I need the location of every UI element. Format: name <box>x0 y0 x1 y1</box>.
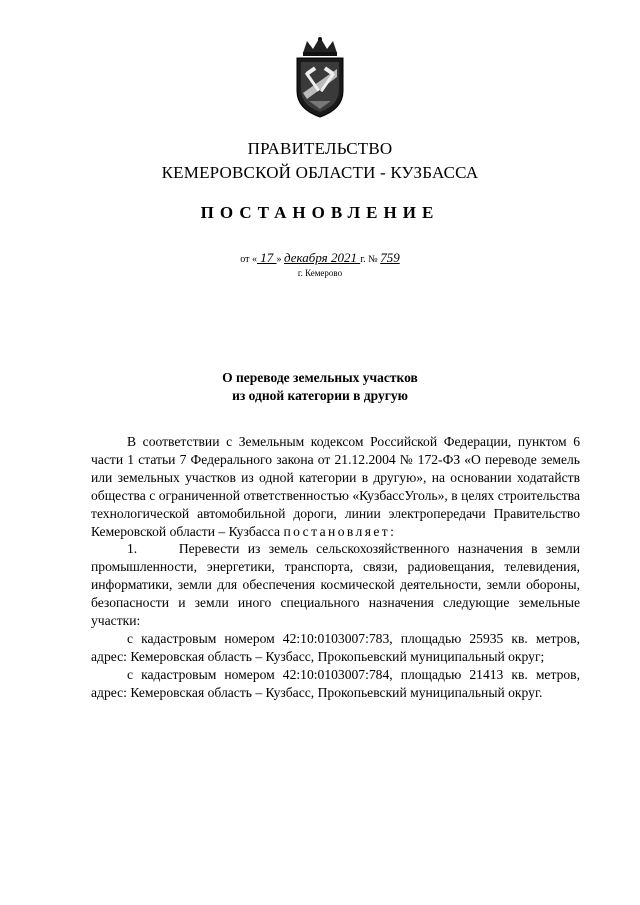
date-number-line <box>0 250 640 266</box>
government-title-line-2: КЕМЕРОВСКОЙ ОБЛАСТИ - КУЗБАССА <box>161 163 479 182</box>
preamble-text: В соответствии с Земельным кодексом Российской Федерации, пунктом 6 части 1 статьи 7 Федерального закона от 21.12.2004 № 172-ФЗ «О переводе земель или земельных участков из одной категории в другую», на основании ходатайств общества с ограниченной ответственностью «КузбассУголь», в целях строительства технологической автомобильной дороги, линии электропередачи Правительство Кемеровской области – Кузбасса <box>91 434 580 539</box>
government-title-line-1: ПРАВИТЕЛЬСТВО <box>247 139 393 158</box>
date-year-suffix: г. <box>360 254 366 265</box>
subject-line-1: О переводе земельных участков <box>222 370 418 385</box>
paragraph-parcel-2: с кадастровым номером 42:10:0103007:784, площадью 21413 кв. метров, адрес: Кемеровская область – Кузбасс, Прокопьевский муниципальный округ. <box>91 666 580 700</box>
document-type: ПОСТАНОВЛЕНИЕ <box>200 203 440 222</box>
document-body <box>91 433 580 702</box>
date-month-year: декабря 2021 <box>284 250 361 265</box>
date-prefix: от « <box>240 254 258 265</box>
paragraph-item-1: 1. Перевести из земель сельскохозяйственного назначения в земли промышленности, энергетики, транспорта, связи, радиовещания, телевидения, информатики, земли для обеспечения космической деятельности, земли обороны, безопасности и земли иного специального назначения следующие земельные участки: <box>91 541 580 629</box>
number-prefix: № <box>365 254 381 265</box>
document-number: 759 <box>380 250 400 265</box>
coat-of-arms-icon <box>293 33 347 119</box>
paragraph-preamble <box>91 433 580 540</box>
date-day: 17 <box>257 250 277 265</box>
subject-line-2: из одной категории в другую <box>232 388 408 403</box>
city: г. Кемерово <box>297 268 343 278</box>
decree-word: постановляет: <box>283 523 397 539</box>
paragraph-parcel-1: с кадастровым номером 42:10:0103007:783, площадью 25935 кв. метров, адрес: Кемеровская область – Кузбасс, Прокопьевский муниципальный округ; <box>91 630 580 664</box>
date-mid: » <box>276 254 285 265</box>
